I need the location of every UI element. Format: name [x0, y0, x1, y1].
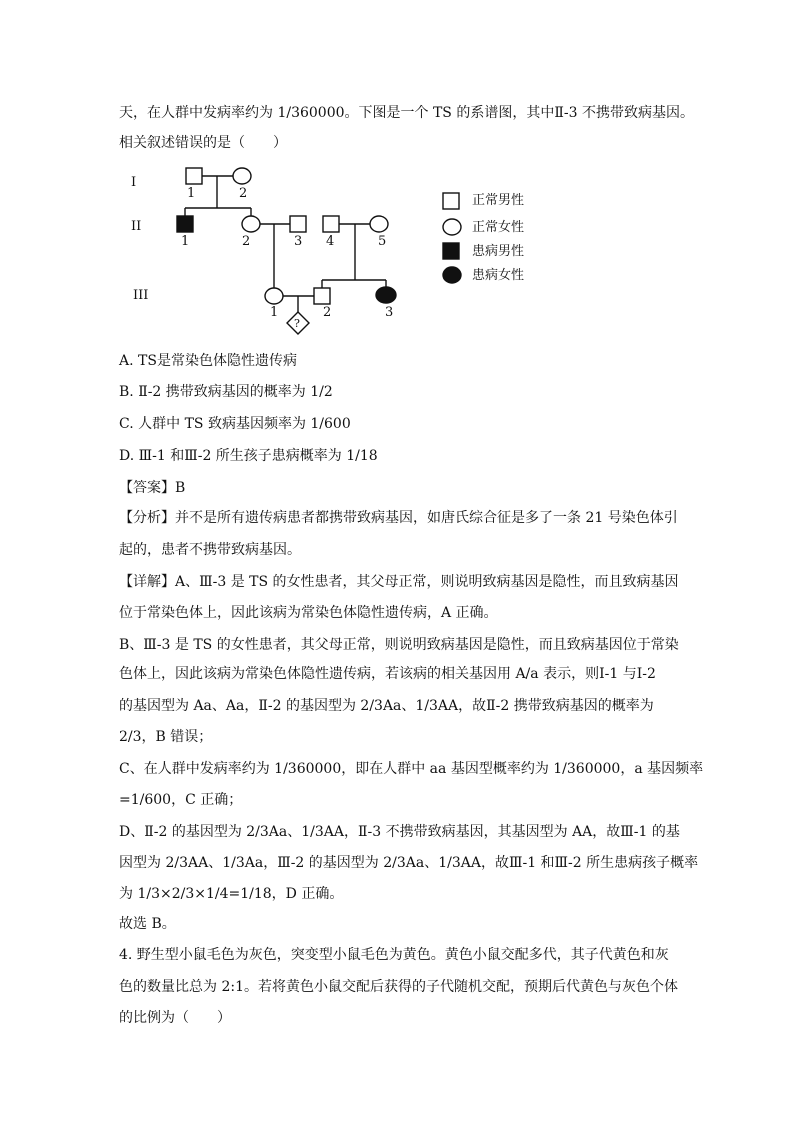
- legend-normal-female-symbol: [443, 219, 461, 235]
- III-3-affected-female: [376, 287, 396, 303]
- detail-line8: =1/600，C 正确；: [119, 792, 243, 808]
- II-4-normal-male: [323, 216, 339, 232]
- detail-line9: D、Ⅱ-2 的基因型为 2/3Aa、1/3AA，Ⅱ-3 不携带致病基因，其基因型为 AA，故Ⅲ-1 的基: [119, 824, 680, 840]
- option-c: C. 人群中 TS 致病基因频率为 1/600: [119, 416, 351, 432]
- III-1-number: 1: [270, 305, 279, 320]
- detail-line3: B、Ⅲ-3 是 TS 的女性患者，其父母正常，则说明致病基因是隐性，而且致病基因位于常染: [119, 637, 679, 653]
- legend-affected-male-label: 患病男性: [472, 244, 525, 259]
- question3-stem-line1: 天，在人群中发病率约为 1/360000。下图是一个 TS 的系谱图，其中Ⅱ-3 不携带致病基因。: [119, 105, 694, 121]
- legend-affected-male-symbol: [443, 243, 459, 259]
- III-2-number: 2: [323, 305, 332, 320]
- question4-line2: 色的数量比总为 2:1。若将黄色小鼠交配后获得的子代随机交配，预期后代黄色与灰色个体: [119, 979, 678, 995]
- detail-line11: 为 1/3×2/3×1/4=1/18，D 正确。: [119, 886, 344, 902]
- detail-line6: 2/3，B 错误；: [119, 729, 213, 745]
- II-2-number: 2: [242, 234, 251, 249]
- III-2-normal-male: [314, 288, 330, 304]
- II-3-number: 3: [294, 234, 303, 249]
- legend-normal-female-label: 正常女性: [472, 220, 525, 235]
- II-4-number: 4: [326, 234, 335, 249]
- legend-affected-female-label: 患病女性: [472, 268, 525, 283]
- gen-label-II: II: [131, 219, 142, 234]
- III-1-normal-female: [265, 288, 283, 304]
- detail-line12: 故选 B。: [119, 916, 176, 932]
- detail-line7: C、在人群中发病率约为 1/360000，即在人群中 aa 基因型概率约为 1/360000，a 基因频率: [119, 761, 704, 777]
- question3-stem-line2: 相关叙述错误的是（ ）: [119, 135, 287, 151]
- I-1-number: 1: [187, 186, 196, 201]
- option-d: D. Ⅲ-1 和Ⅲ-2 所生孩子患病概率为 1/18: [119, 448, 378, 464]
- legend-normal-male-symbol: [443, 193, 459, 209]
- II-1-number: 1: [181, 234, 190, 249]
- detail-line2: 位于常染色体上，因此该病为常染色体隐性遗传病，A 正确。: [119, 605, 498, 621]
- answer: 【答案】B: [119, 480, 186, 496]
- detail-line5: 的基因型为 Aa、Aa，Ⅱ-2 的基因型为 2/3Aa、1/3AA，故Ⅱ-2 携带致病基因的概率为: [119, 698, 654, 714]
- unknown-mark: ?: [294, 317, 300, 330]
- option-b: B. Ⅱ-2 携带致病基因的概率为 1/2: [119, 384, 333, 400]
- gen-label-I: I: [131, 175, 137, 190]
- detail-line4: 色体上，因此该病为常染色体隐性遗传病，若该病的相关基因用 A/a 表示，则Ⅰ-1 与Ⅰ-2: [119, 666, 656, 682]
- II-1-affected-male: [177, 216, 193, 232]
- II-2-normal-female: [242, 216, 260, 232]
- legend-normal-male-label: 正常男性: [472, 193, 525, 208]
- I-2-number: 2: [239, 186, 248, 201]
- option-a: A. TS是常染色体隐性遗传病: [119, 353, 297, 369]
- gen-label-III: III: [133, 288, 149, 303]
- question4-line3: 的比例为（ ）: [119, 1010, 231, 1026]
- detail-line1: 【详解】A、Ⅲ-3 是 TS 的女性患者，其父母正常，则说明致病基因是隐性，而且致病基因: [119, 574, 679, 590]
- I-2-normal-female: [233, 168, 251, 184]
- III-3-number: 3: [385, 305, 394, 320]
- detail-line10: 因型为 2/3AA、1/3Aa，Ⅲ-2 的基因型为 2/3Aa、1/3AA，故Ⅲ-1 和Ⅲ-2 所生患病孩子概率: [119, 855, 699, 871]
- I-1-normal-male: [186, 168, 202, 184]
- analysis-line1: 【分析】并不是所有遗传病患者都携带致病基因，如唐氏综合征是多了一条 21 号染色体引: [119, 510, 678, 526]
- II-5-number: 5: [378, 234, 387, 249]
- analysis-line2: 起的，患者不携带致病基因。: [119, 542, 301, 558]
- II-5-normal-female: [370, 216, 388, 232]
- legend-affected-female-symbol: [443, 267, 461, 283]
- II-3-normal-male: [290, 216, 306, 232]
- question4-line1: 4. 野生型小鼠毛色为灰色，突变型小鼠毛色为黄色。黄色小鼠交配多代，其子代黄色和灰: [119, 947, 669, 963]
